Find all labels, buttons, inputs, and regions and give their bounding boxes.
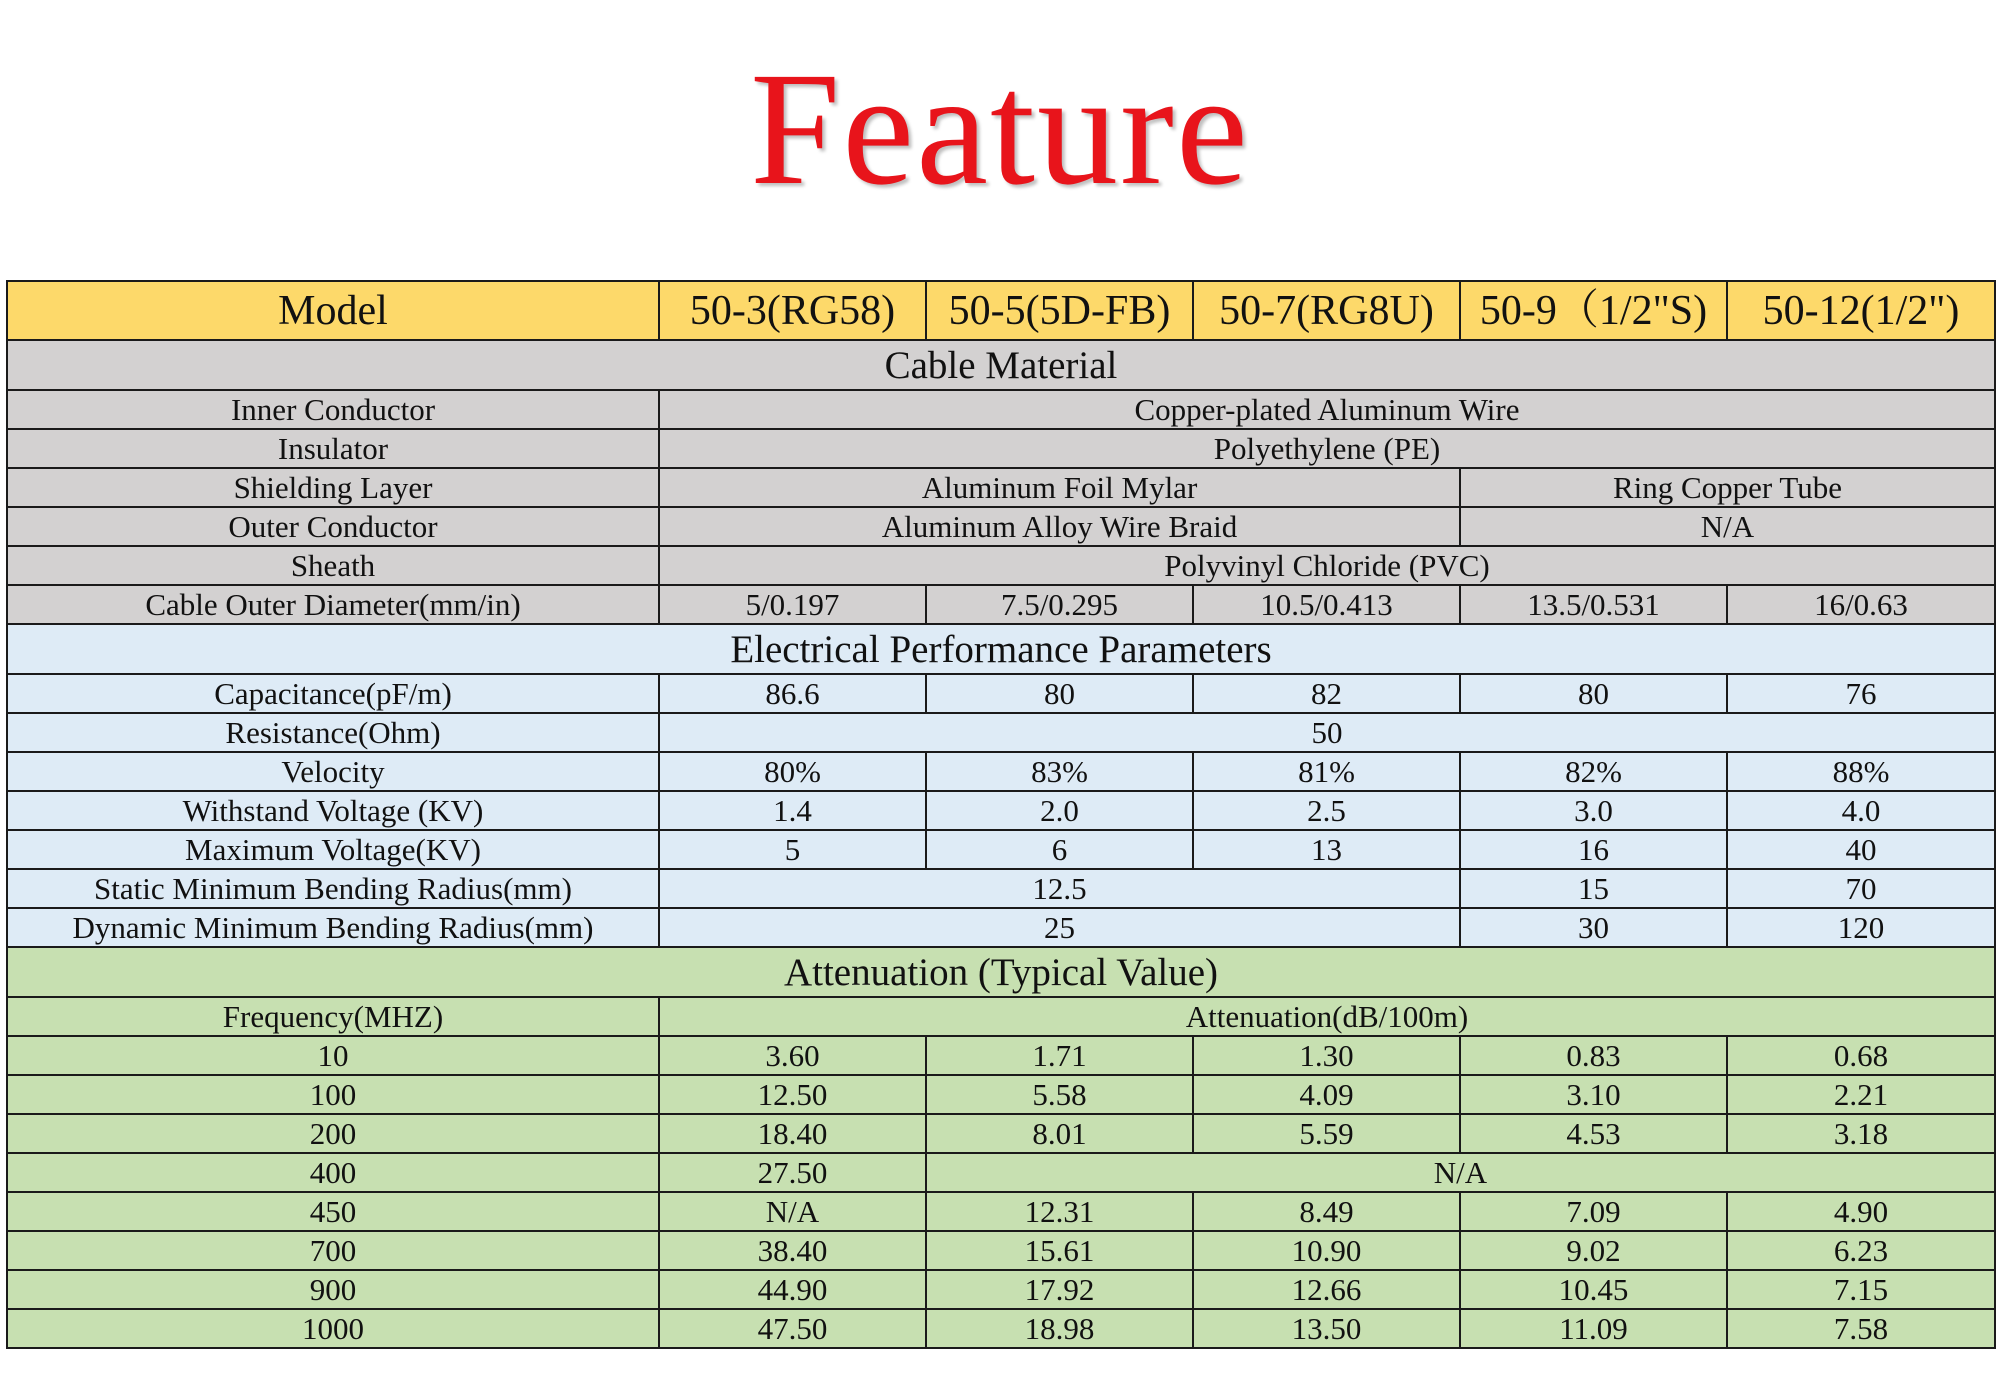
table-cell: 7.58 <box>1727 1309 1995 1348</box>
table-row <box>7 713 1995 752</box>
cable-material-heading-row <box>7 340 1995 390</box>
table-cell: 80 <box>926 674 1193 713</box>
table-row <box>7 1192 1995 1231</box>
table-cell: 6 <box>926 830 1193 869</box>
table-cell: 30 <box>1460 908 1727 947</box>
spec-table <box>6 280 1996 1349</box>
table-row <box>7 1153 1995 1192</box>
electrical-heading-row <box>7 624 1995 674</box>
table-cell: 7.5/0.295 <box>926 585 1193 624</box>
table-cell: Aluminum Alloy Wire Braid <box>659 507 1460 546</box>
table-cell: 47.50 <box>659 1309 926 1348</box>
table-cell: N/A <box>1460 507 1995 546</box>
table-cell: 10.90 <box>1193 1231 1460 1270</box>
table-cell: 120 <box>1727 908 1995 947</box>
table-row <box>7 546 1995 585</box>
row-label: 200 <box>7 1114 659 1153</box>
table-cell: 5.58 <box>926 1075 1193 1114</box>
table-cell: 6.23 <box>1727 1231 1995 1270</box>
row-label: Velocity <box>7 752 659 791</box>
table-cell: Copper-plated Aluminum Wire <box>659 390 1995 429</box>
table-row <box>7 752 1995 791</box>
table-cell: 1.30 <box>1193 1036 1460 1075</box>
table-cell: 80 <box>1460 674 1727 713</box>
row-label: Dynamic Minimum Bending Radius(mm) <box>7 908 659 947</box>
table-row <box>7 674 1995 713</box>
model-cell: 50-9（1/2"S) <box>1460 281 1727 340</box>
row-label: 1000 <box>7 1309 659 1348</box>
table-cell: Polyvinyl Chloride (PVC) <box>659 546 1995 585</box>
model-label-cell: Model <box>7 281 659 340</box>
table-cell: 81% <box>1193 752 1460 791</box>
table-cell: N/A <box>926 1153 1995 1192</box>
table-row <box>7 791 1995 830</box>
table-cell: N/A <box>659 1192 926 1231</box>
table-cell: 18.98 <box>926 1309 1193 1348</box>
table-row <box>7 1075 1995 1114</box>
table-cell: 80% <box>659 752 926 791</box>
row-label: 700 <box>7 1231 659 1270</box>
table-cell: 88% <box>1727 752 1995 791</box>
model-cell: 50-12(1/2") <box>1727 281 1995 340</box>
table-cell: 13.5/0.531 <box>1460 585 1727 624</box>
table-row <box>7 997 1995 1036</box>
row-label: Static Minimum Bending Radius(mm) <box>7 869 659 908</box>
table-cell: 3.60 <box>659 1036 926 1075</box>
table-cell: 3.10 <box>1460 1075 1727 1114</box>
row-label: 100 <box>7 1075 659 1114</box>
table-cell: 38.40 <box>659 1231 926 1270</box>
table-cell: 7.15 <box>1727 1270 1995 1309</box>
table-cell: 40 <box>1727 830 1995 869</box>
table-cell: 82 <box>1193 674 1460 713</box>
row-label: Resistance(Ohm) <box>7 713 659 752</box>
table-cell: 13.50 <box>1193 1309 1460 1348</box>
table-cell: 13 <box>1193 830 1460 869</box>
table-cell: 16 <box>1460 830 1727 869</box>
table-cell: 5 <box>659 830 926 869</box>
table-cell: 86.6 <box>659 674 926 713</box>
row-label: Withstand Voltage (KV) <box>7 791 659 830</box>
table-cell: Ring Copper Tube <box>1460 468 1995 507</box>
table-cell: 44.90 <box>659 1270 926 1309</box>
table-cell: 11.09 <box>1460 1309 1727 1348</box>
table-cell: 12.50 <box>659 1075 926 1114</box>
table-cell: 2.5 <box>1193 791 1460 830</box>
table-cell: 2.21 <box>1727 1075 1995 1114</box>
table-cell: 10.45 <box>1460 1270 1727 1309</box>
table-cell: 0.68 <box>1727 1036 1995 1075</box>
table-row <box>7 1270 1995 1309</box>
table-cell: 18.40 <box>659 1114 926 1153</box>
table-row <box>7 390 1995 429</box>
table-cell: 70 <box>1727 869 1995 908</box>
table-cell: 7.09 <box>1460 1192 1727 1231</box>
row-label: 10 <box>7 1036 659 1075</box>
table-cell: 27.50 <box>659 1153 926 1192</box>
table-row <box>7 429 1995 468</box>
table-cell: Polyethylene (PE) <box>659 429 1995 468</box>
table-cell: 1.4 <box>659 791 926 830</box>
model-header-row <box>7 281 1995 340</box>
model-cell: 50-3(RG58) <box>659 281 926 340</box>
table-cell: 4.90 <box>1727 1192 1995 1231</box>
table-cell: 4.0 <box>1727 791 1995 830</box>
table-cell: 8.01 <box>926 1114 1193 1153</box>
row-label: Cable Outer Diameter(mm/in) <box>7 585 659 624</box>
table-cell: 15 <box>1460 869 1727 908</box>
page-title: Feature <box>750 40 1250 219</box>
table-cell: 3.0 <box>1460 791 1727 830</box>
table-cell: 82% <box>1460 752 1727 791</box>
table-cell: 8.49 <box>1193 1192 1460 1231</box>
table-cell: 4.09 <box>1193 1075 1460 1114</box>
table-cell: 9.02 <box>1460 1231 1727 1270</box>
table-row <box>7 1309 1995 1348</box>
table-cell: 76 <box>1727 674 1995 713</box>
table-cell: 12.66 <box>1193 1270 1460 1309</box>
row-label: Inner Conductor <box>7 390 659 429</box>
section-heading: Electrical Performance Parameters <box>7 624 1995 674</box>
table-cell: 15.61 <box>926 1231 1193 1270</box>
row-label: Shielding Layer <box>7 468 659 507</box>
table-cell: 12.5 <box>659 869 1460 908</box>
model-cell: 50-5(5D-FB) <box>926 281 1193 340</box>
table-row <box>7 468 1995 507</box>
row-label: 900 <box>7 1270 659 1309</box>
table-cell: 0.83 <box>1460 1036 1727 1075</box>
row-label: Frequency(MHZ) <box>7 997 659 1036</box>
table-row <box>7 1036 1995 1075</box>
table-cell: 50 <box>659 713 1995 752</box>
section-heading: Attenuation (Typical Value) <box>7 947 1995 997</box>
section-heading: Cable Material <box>7 340 1995 390</box>
row-label: Maximum Voltage(KV) <box>7 830 659 869</box>
table-cell: 2.0 <box>926 791 1193 830</box>
table-cell: 25 <box>659 908 1460 947</box>
table-row <box>7 1114 1995 1153</box>
table-cell: Attenuation(dB/100m) <box>659 997 1995 1036</box>
table-cell: 17.92 <box>926 1270 1193 1309</box>
table-cell: 1.71 <box>926 1036 1193 1075</box>
table-row <box>7 507 1995 546</box>
table-cell: 3.18 <box>1727 1114 1995 1153</box>
table-cell: Aluminum Foil Mylar <box>659 468 1460 507</box>
row-label: Capacitance(pF/m) <box>7 674 659 713</box>
table-cell: 10.5/0.413 <box>1193 585 1460 624</box>
table-cell: 5/0.197 <box>659 585 926 624</box>
table-cell: 4.53 <box>1460 1114 1727 1153</box>
table-row <box>7 1231 1995 1270</box>
row-label: 400 <box>7 1153 659 1192</box>
row-label: 450 <box>7 1192 659 1231</box>
table-cell: 12.31 <box>926 1192 1193 1231</box>
row-label: Sheath <box>7 546 659 585</box>
table-row <box>7 869 1995 908</box>
table-row <box>7 908 1995 947</box>
row-label: Insulator <box>7 429 659 468</box>
table-row <box>7 585 1995 624</box>
table-row <box>7 830 1995 869</box>
model-cell: 50-7(RG8U) <box>1193 281 1460 340</box>
row-label: Outer Conductor <box>7 507 659 546</box>
table-cell: 83% <box>926 752 1193 791</box>
attenuation-heading-row <box>7 947 1995 997</box>
table-cell: 16/0.63 <box>1727 585 1995 624</box>
table-cell: 5.59 <box>1193 1114 1460 1153</box>
